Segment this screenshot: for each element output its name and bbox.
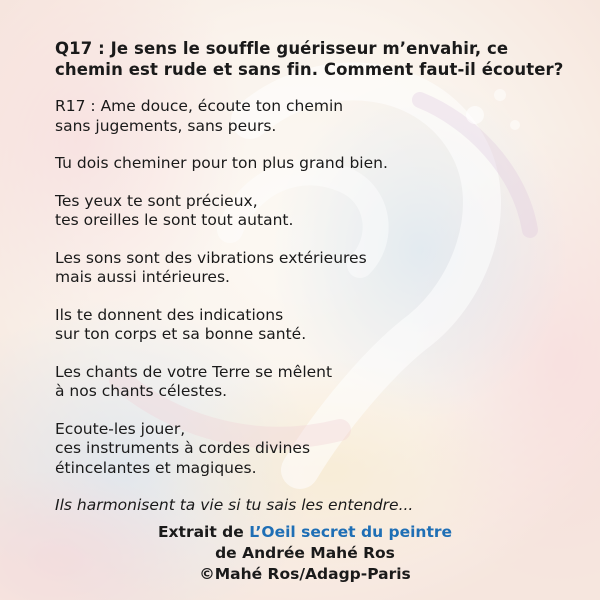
poem-line: R17 : Ame douce, écoute ton chemin: [55, 97, 344, 115]
poem-line: Les sons sont des vibrations extérieures: [55, 248, 367, 267]
copyright-line: ©Mahé Ros/Adagp-Paris: [199, 564, 411, 583]
poem-line: étincelantes et magiques.: [55, 458, 257, 477]
stanza: [55, 192, 575, 231]
poem-line: tes oreilles le sont tout autant.: [55, 211, 294, 229]
poem-line: Ils te donnent des indications: [55, 305, 284, 324]
poem-line: mais aussi intérieures.: [55, 268, 230, 286]
poem-stanzas: [55, 97, 575, 478]
stanza: [55, 363, 575, 402]
closing-line: Ils harmonisent ta vie si tu sais les entendre...: [55, 496, 414, 514]
poem-line: Les chants de votre Terre se mêlent: [55, 362, 333, 381]
poem-line: Tes yeux te sont précieux,: [55, 191, 258, 210]
poem-line: à nos chants célestes.: [55, 382, 228, 400]
extract-prefix: Extrait de: [157, 522, 250, 541]
stanza: [55, 306, 575, 345]
stanza: [55, 420, 575, 479]
poem-line: sans jugements, sans peurs.: [55, 116, 277, 135]
question-text: Q17 : Je sens le souffle guérisseur m’envahir, ce chemin est rude et sans fin. Comment faut-il écouter?: [55, 39, 564, 79]
poem-line: Ecoute-les jouer,: [55, 419, 186, 438]
poem-line: Tu dois cheminer pour ton plus grand bien.: [55, 154, 388, 172]
stanza: [55, 154, 575, 174]
poem-content: [55, 38, 575, 585]
credits-block: [105, 522, 505, 585]
poem-line: ces instruments à cordes divines: [55, 439, 311, 457]
stanza: [55, 97, 575, 136]
poem-line: sur ton corps et sa bonne santé.: [55, 325, 307, 343]
book-title: L’Oeil secret du peintre: [249, 522, 453, 541]
author-line: de Andrée Mahé Ros: [215, 543, 395, 562]
stanza: [55, 249, 575, 288]
extract-line: [105, 522, 505, 543]
